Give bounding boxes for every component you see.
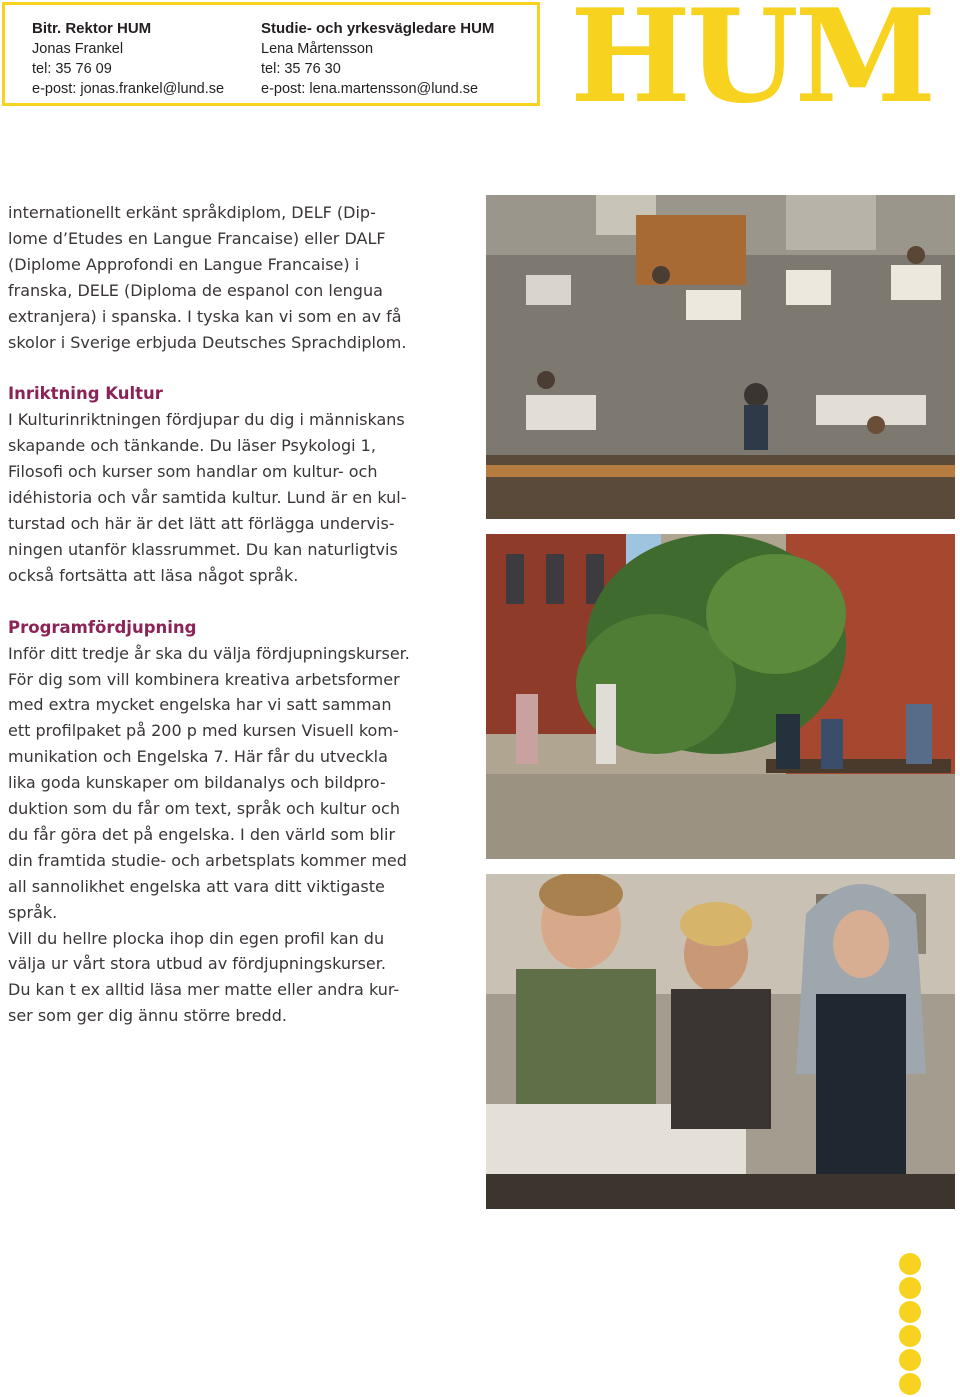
- text-line: För dig som vill kombinera kreativa arbetsformer: [8, 669, 400, 689]
- text-line: duktion som du får om text, språk och kultur och: [8, 799, 400, 819]
- text-line: välja ur vårt stora utbud av fördjupningskurser.: [8, 954, 386, 974]
- contact-role: Bitr. Rektor HUM: [32, 20, 152, 37]
- contact-role: Studie- och yrkesvägledare HUM: [261, 20, 495, 37]
- text-line: språk.: [8, 902, 58, 922]
- text-line: du får göra det på engelska. I den värld som blir: [8, 824, 396, 844]
- text-line: ett profilpaket på 200 p med kursen Visuell kom-: [8, 721, 399, 741]
- text-line: skapande och tänkande. Du läser Psykologi 1,: [8, 436, 376, 456]
- dot: [899, 1277, 921, 1299]
- contact-phone: tel: 35 76 09: [32, 61, 112, 77]
- text-line: idéhistoria och vår samtida kultur. Lund är en kul-: [8, 488, 407, 508]
- text-line: I Kulturinriktningen fördjupar du dig i människans: [8, 410, 405, 430]
- section-heading-kultur: Inriktning Kultur: [8, 384, 163, 404]
- dot: [899, 1253, 921, 1275]
- dot: [899, 1325, 921, 1347]
- text-line: franska, DELE (Diploma de espanol con lengua: [8, 280, 383, 300]
- text-line: munikation och Engelska 7. Här får du utveckla: [8, 747, 388, 767]
- text-line: med extra mycket engelska har vi satt samman: [8, 695, 392, 715]
- contact-phone: tel: 35 76 30: [261, 61, 341, 77]
- contact-rektor: [32, 19, 224, 99]
- text-line: skolor i Sverige erbjuda Deutsches Sprachdiplom.: [8, 332, 407, 352]
- text-line: turstad och här är det lätt att förlägga undervis-: [8, 513, 395, 533]
- text-line: din framtida studie- och arbetsplats kommer med: [8, 850, 407, 870]
- photo-classroom: [486, 195, 955, 519]
- contact-name: Lena Mårtensson: [261, 41, 374, 57]
- contact-email[interactable]: e-post: lena.martensson@lund.se: [261, 81, 479, 97]
- text-line: all sannolikhet engelska att vara ditt viktigaste: [8, 876, 385, 896]
- text-line: Inför ditt tredje år ska du välja fördjupningskurser.: [8, 643, 410, 663]
- text-line: extranjera) i spanska. I tyska kan vi som en av få: [8, 306, 402, 326]
- contact-syv: [261, 19, 494, 99]
- hum-logo: HUM: [570, 0, 933, 132]
- program-paragraph: [8, 641, 438, 1030]
- text-line: Filosofi och kurser som handlar om kultur- och: [8, 462, 378, 482]
- dot: [899, 1349, 921, 1371]
- text-line: också fortsätta att läsa något språk.: [8, 565, 299, 585]
- photo-courtyard: [486, 534, 955, 859]
- body-text: [8, 200, 438, 1029]
- text-line: lome d’Etudes en Langue Francaise) eller DALF: [8, 228, 386, 248]
- contact-name: Jonas Frankel: [32, 41, 124, 57]
- text-line: lika goda kunskaper om bildanalys och bildpro-: [8, 773, 386, 793]
- text-line: ser som ger dig ännu större bredd.: [8, 1006, 287, 1026]
- text-line: Du kan t ex alltid läsa mer matte eller andra kur-: [8, 980, 400, 1000]
- text-line: (Diplome Approfondi en Langue Francaise) i: [8, 254, 360, 274]
- section-heading-programfordjupning: Programfördjupning: [8, 617, 197, 637]
- contact-box: [2, 2, 540, 106]
- decorative-dots: [899, 1253, 923, 1397]
- text-line: ningen utanför klassrummet. Du kan naturligtvis: [8, 539, 398, 559]
- intro-paragraph: [8, 200, 438, 355]
- text-line: internationellt erkänt språkdiplom, DELF (Dip-: [8, 203, 376, 222]
- dot: [899, 1373, 921, 1395]
- kultur-paragraph: [8, 407, 438, 588]
- text-line: Vill du hellre plocka ihop din egen profil kan du: [8, 928, 385, 948]
- contact-email[interactable]: e-post: jonas.frankel@lund.se: [32, 81, 225, 97]
- photo-students: [486, 874, 955, 1209]
- dot: [899, 1301, 921, 1323]
